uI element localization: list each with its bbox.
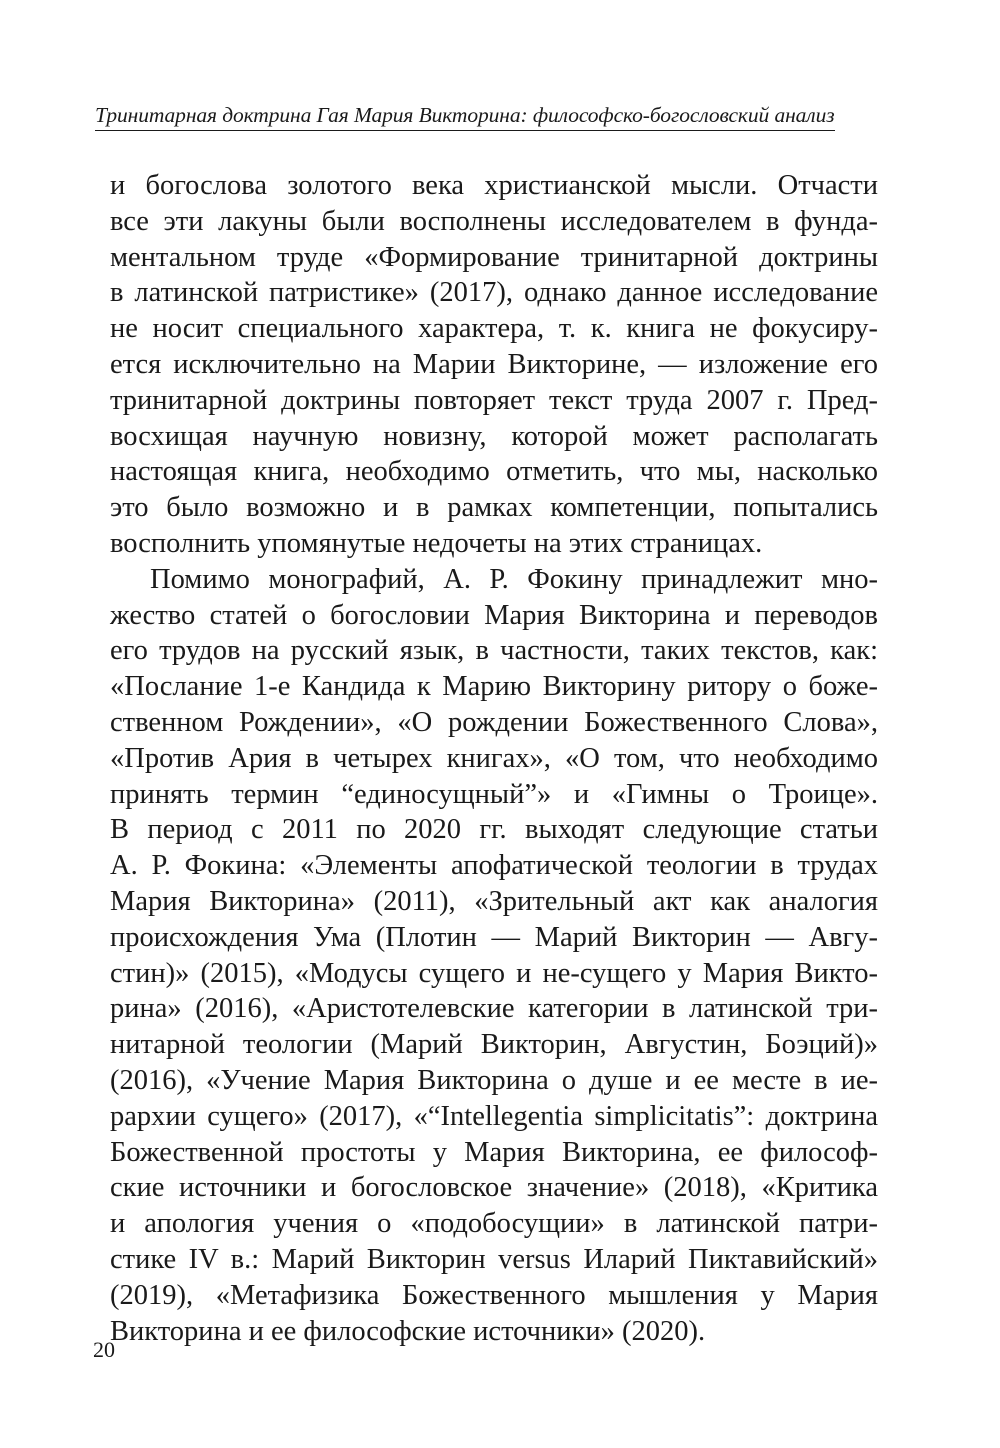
text-line: ственном Рождении», «О рождении Божественного Слова», (110, 706, 878, 738)
text-line: его трудов на русский язык, в частности, таких текстов, как: (110, 635, 878, 667)
text-line: Божественной простоты у Мария Викторина, ее философ- (110, 1136, 878, 1168)
text-line: происхождения Ума (Плотин — Марий Викторин — Авгу- (110, 921, 878, 953)
text-line: это было возможно и в рамках компетенции, попытались (110, 492, 878, 524)
body-text (110, 168, 878, 1349)
text-line: ментальном труде «Формирование тринитарной доктрины (110, 241, 878, 273)
text-line: (2019), «Метафизика Божественного мышления у Мария (110, 1279, 878, 1311)
text-line: и богослова золотого века христианской мысли. Отчасти (110, 170, 878, 201)
text-line: все эти лакуны были восполнены исследователем в фунда- (110, 205, 878, 237)
text-line: Викторина и ее философские источники» (2020). (110, 1315, 706, 1347)
text-line: стин)» (2015), «Модусы сущего и не-сущего у Мария Викто- (110, 957, 878, 989)
text-line: восполнить упомянутые недочеты на этих страницах. (110, 527, 763, 559)
text-line: и апология учения о «подобосущии» в латинской патри- (110, 1208, 878, 1240)
text-line: ские источники и богословское значение» (2018), «Критика (110, 1172, 878, 1204)
text-line: рина» (2016), «Аристотелевские категории в латинской три- (110, 993, 878, 1025)
header-rule (95, 130, 835, 131)
text-line: нитарной теологии (Марий Викторин, Августин, Боэций)» (110, 1029, 878, 1061)
page-number: 20 (93, 1337, 115, 1362)
text-line: стике IV в.: Марий Викторин versus Иларий Пиктавийский» (110, 1243, 878, 1275)
text-line: В период с 2011 по 2020 гг. выходят следующие статьи (110, 814, 878, 846)
text-line: в латинской патристике» (2017), однако данное исследование (110, 277, 878, 309)
running-header-title: Тринитарная доктрина Гая Мария Викторина: философско-богословский анализ (95, 103, 835, 127)
text-line: «Послание 1-е Кандида к Марию Викторину ритору о боже- (110, 671, 878, 703)
text-line: тринитарной доктрины повторяет текст труда 2007 г. Пред- (110, 384, 878, 416)
text-line: не носит специального характера, т. к. книга не фокусиру- (110, 313, 878, 345)
text-line: жество статей о богословии Мария Викторина и переводов (110, 599, 878, 631)
paragraph-2 (110, 562, 878, 1350)
text-line: восхищая научную новизну, которой может располагать (110, 420, 878, 452)
paragraph-1 (110, 168, 878, 562)
text-line: настоящая книга, необходимо отметить, что мы, насколько (110, 456, 878, 488)
text-line: Помимо монографий, А. Р. Фокину принадлежит мно- (150, 563, 878, 595)
text-line: «Против Ария в четырех книгах», «О том, что необходимо (110, 742, 878, 774)
text-line: принять термин “единосущный”» и «Гимны о Троице». (110, 778, 878, 810)
text-line: А. Р. Фокина: «Элементы апофатической теологии в трудах (110, 850, 878, 882)
text-line: рархии сущего» (2017), «“Intellegentia simplicitatis”: доктрина (110, 1100, 878, 1132)
text-line: ется исключительно на Марии Викторине, — изложение его (110, 348, 878, 380)
text-line: (2016), «Учение Мария Викторина о душе и ее месте в ие- (110, 1064, 878, 1096)
text-line: Мария Викторина» (2011), «Зрительный акт как аналогия (110, 885, 878, 917)
